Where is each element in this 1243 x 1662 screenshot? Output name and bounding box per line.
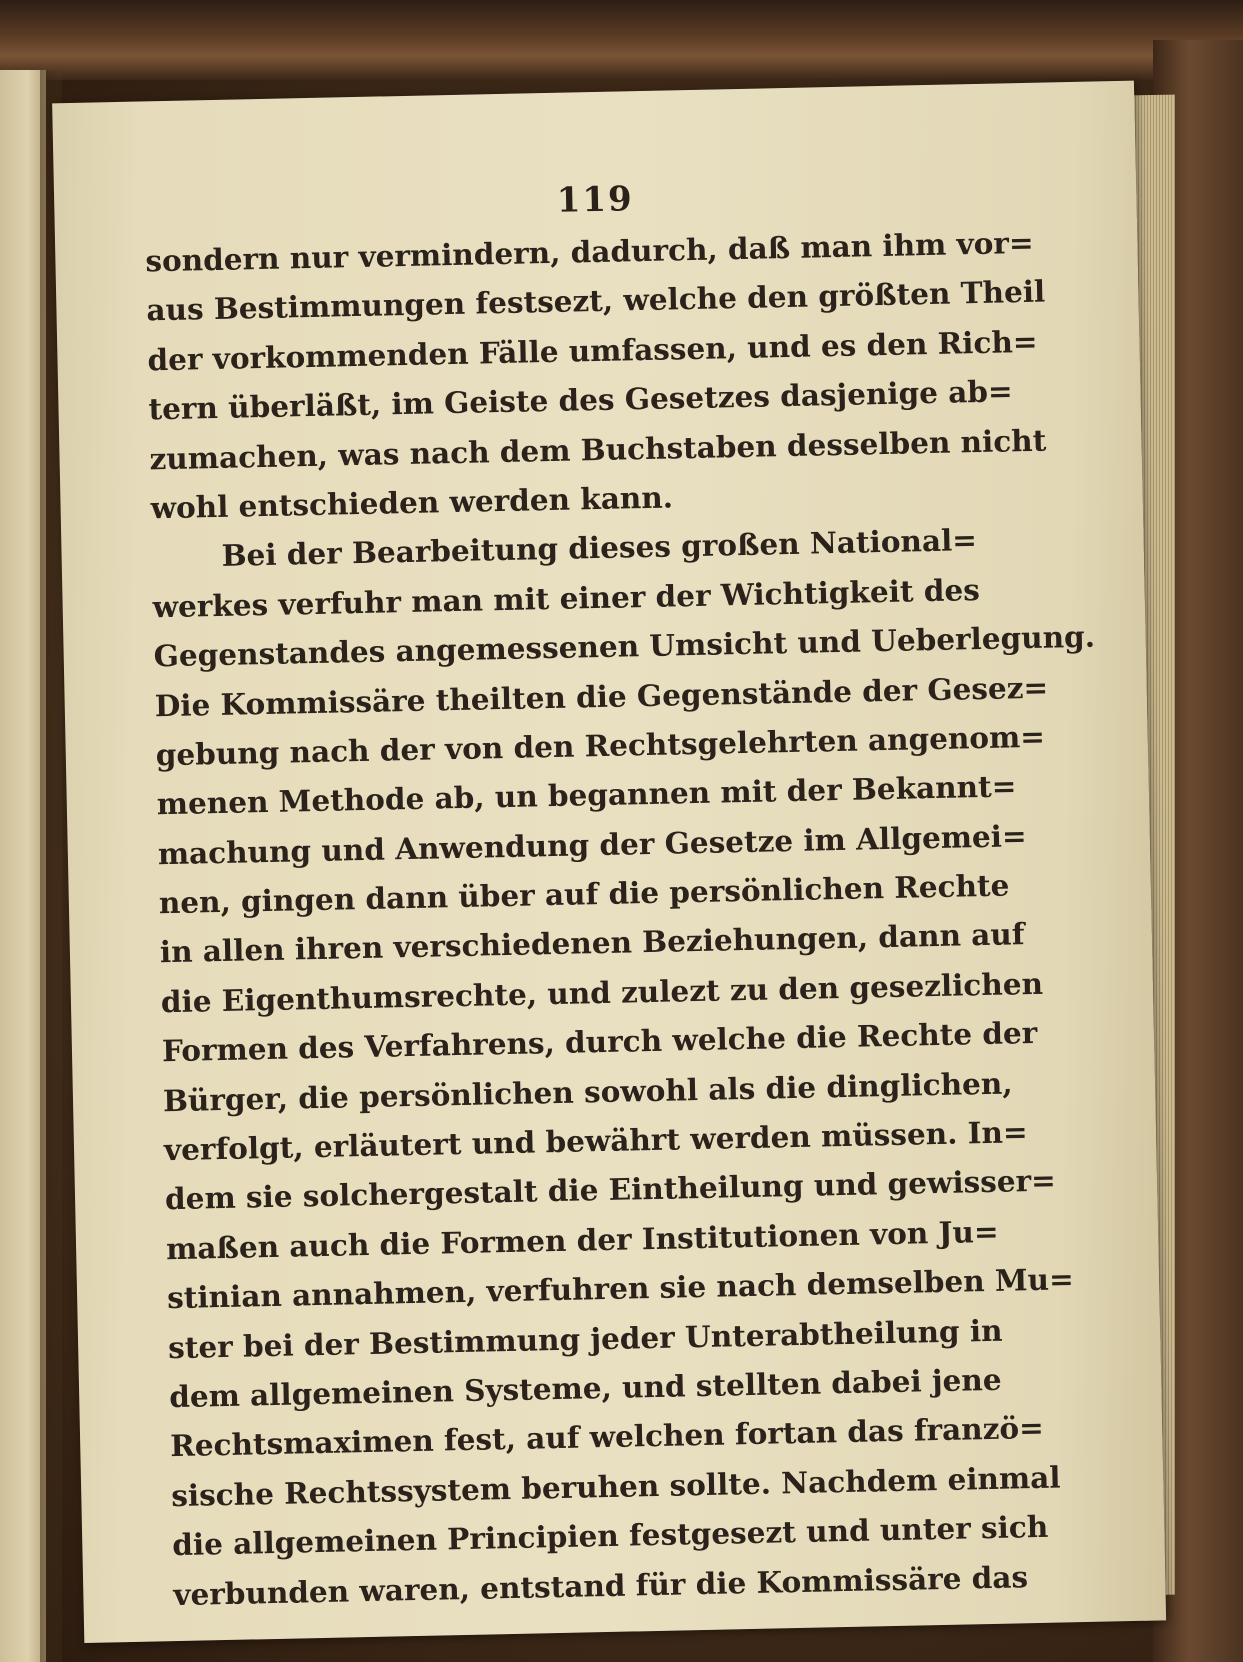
text-line: sische Rechtssystem beruhen sollte. Nachdem einmal: [170, 1459, 1061, 1513]
page-number: 119: [556, 179, 635, 221]
text-line: dem allgemeinen Systeme, und stellten dabei jene: [168, 1361, 1002, 1415]
text-line: der vorkommenden Fälle umfassen, und es den Rich=: [147, 323, 1038, 378]
text-line: gebung nach der von den Rechtsgelehrten angenom=: [155, 718, 1046, 773]
text-line: dem sie solchergestalt die Eintheilung und gewisser=: [164, 1162, 1057, 1217]
text-line: die allgemeinen Principien festgesezt und unter sich: [171, 1508, 1049, 1563]
text-line: Formen des Verfahrens, durch welche die Rechte der: [161, 1015, 1038, 1069]
text-line: zumachen, was nach dem Buchstaben desselben nicht: [149, 422, 1047, 476]
text-line: maßen auch die Formen der Institutionen von Ju=: [165, 1213, 999, 1267]
text-line: Die Kommissäre theilten die Gegenstände der Gesez=: [154, 669, 1049, 723]
text-line: sondern nur vermindern, dadurch, daß man ihm vor=: [145, 224, 1034, 279]
text-line: verbunden waren, entstand für die Kommissäre das: [173, 1558, 1029, 1612]
text-line: ster bei der Bestimmung jeder Unterabtheilung in: [167, 1312, 1003, 1365]
text-line: werkes verfuhr man mit einer der Wichtigkeit des: [152, 571, 981, 625]
text-line: nen, gingen dann über auf die persönlichen Rechte: [158, 867, 1010, 921]
book-page: [52, 81, 1166, 1643]
text-line: Bürger, die persönlichen sowohl als die dinglichen,: [162, 1065, 1013, 1118]
text-line: wohl entschieden werden kann.: [150, 479, 674, 526]
text-line: Gegenstandes angemessenen Umsicht und Ueberlegung.: [153, 618, 1096, 674]
text-line: die Eigenthumsrechte, und zulezt zu den gesezlichen: [160, 965, 1044, 1020]
text-line: machung und Anwendung der Gesetze im Allgemei=: [157, 817, 1027, 871]
text-line: menen Methode ab, un begannen mit der Bekannt=: [156, 768, 1017, 822]
text-line: aus Bestimmungen festsezt, welche den größten Theil: [146, 273, 1046, 328]
text-line: stinian annahmen, verfuhren sie nach demselben Mu=: [166, 1261, 1075, 1316]
text-line: Bei der Bearbeitung dieses großen National=: [221, 522, 978, 574]
page-text-block: [145, 219, 1096, 1619]
text-line: tern überläßt, im Geiste des Gesetzes dasjenige ab=: [148, 373, 1014, 427]
text-line: in allen ihren verschiedenen Beziehungen, dann auf: [159, 916, 1025, 970]
book-binding-top: [0, 0, 1243, 80]
text-line: Rechtsmaximen fest, auf welchen fortan das franzö=: [169, 1410, 1045, 1464]
text-line: verfolgt, erläutert und bewährt werden müssen. In=: [163, 1114, 1028, 1168]
